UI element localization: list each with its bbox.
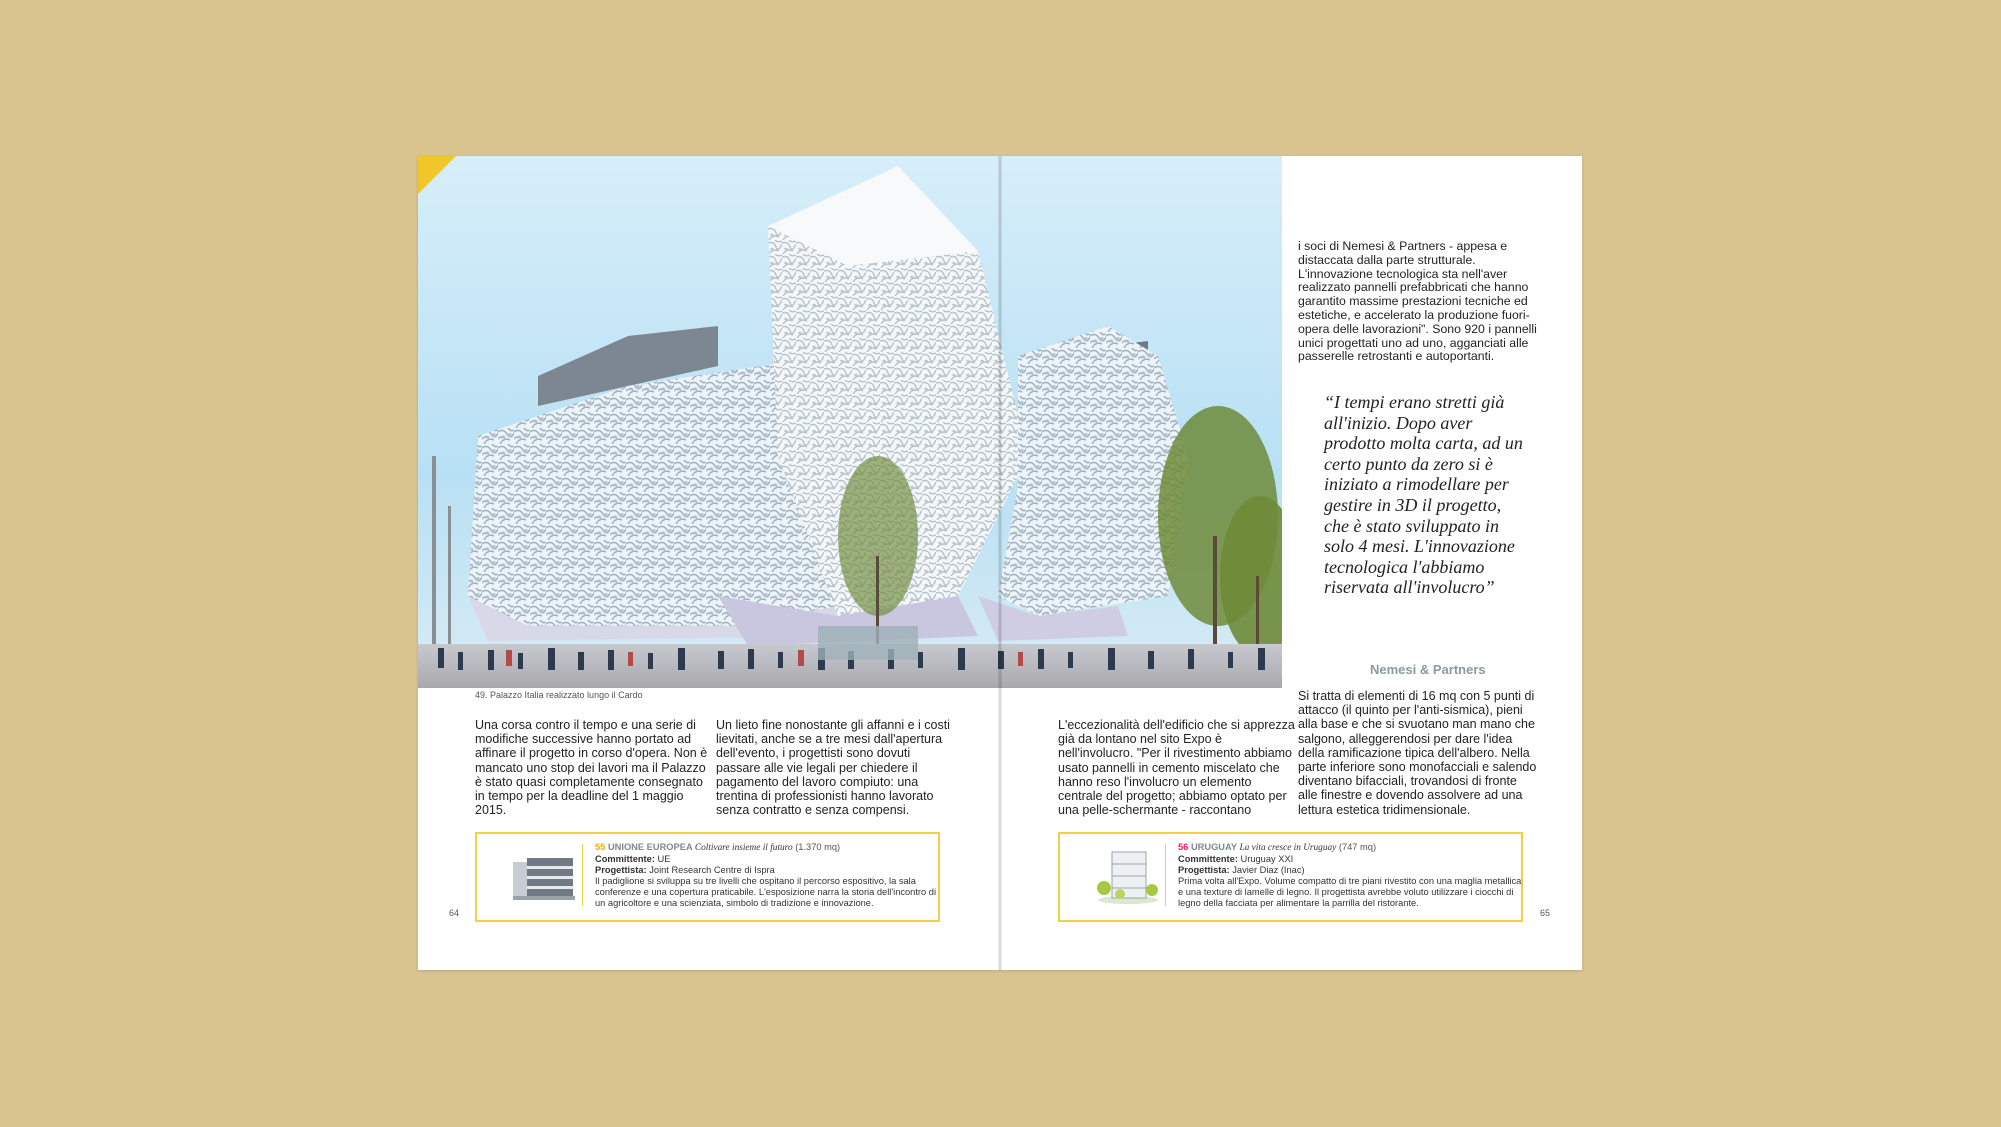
pavilion-thumbnail-55 xyxy=(507,844,583,906)
corner-accent xyxy=(418,156,456,194)
pavilion-number: 55 xyxy=(595,842,606,852)
infobox-heading-56 xyxy=(1178,842,1528,854)
page-number-left: 64 xyxy=(449,908,460,918)
progettista-value: Joint Research Centre di Ispra xyxy=(649,865,775,875)
pavilion-motto: Coltivare insieme il futuro xyxy=(694,843,793,853)
committente-label: Committente: xyxy=(595,854,655,864)
pavilion-infobox-56 xyxy=(1058,832,1523,922)
right-col-2: Si tratta di elementi di 16 mq con 5 punti di attacco (il quinto per l'anti-sismica), pieni alla base e che si svuotano man mano che salgono, alleggerendosi per dare l'idea della ramificazione tipica dell'albero. Nella parte inferiore sono monofacciali e salendo diventano bifacciali, trovandosi di fronte alle finestre e dovendo assolvere ad una lettura estetica tridimensionale. xyxy=(1298,689,1537,817)
pavilion-size: (1.370 mq) xyxy=(795,842,841,852)
magazine-spread xyxy=(418,156,1582,970)
pavilion-infobox-55 xyxy=(475,832,940,922)
committente-row xyxy=(1178,854,1528,865)
building-illustration xyxy=(418,156,1282,688)
infobox-text-55 xyxy=(595,842,945,909)
spine-gutter xyxy=(998,156,1002,970)
page-number-right: 65 xyxy=(1540,908,1551,918)
pavilion-name: UNIONE EUROPEA xyxy=(607,842,693,852)
right-top-text: i soci di Nemesi & Partners - appesa e distaccata dalla parte strutturale. L'innovazione tecnologica sta nell'aver realizzato pannelli prefabbricati che hanno garantito massime prestazioni tecniche ed estetiche, e accelerato la produzione fuori-opera delle lavorazioni". Sono 920 i pannelli unici progettati uno ad uno, agganciati alle passerelle retrostanti e autoportanti. xyxy=(1298,239,1537,364)
quote-author: Nemesi & Partners xyxy=(1370,662,1486,677)
progettista-row xyxy=(595,865,945,876)
pull-quote: “I tempi erano stretti già all'inizio. Dopo aver prodotto molta carta, ad un certo punto da zero si è iniziato a rimodellare per gestire in 3D il progetto, che è stato sviluppato in solo 4 mesi. L'innovazione tecnologica l'abbiamo riservata all'involucro” xyxy=(1324,392,1523,598)
pavilion-description: Prima volta all'Expo. Volume compatto di tre piani rivestito con una maglia metallica e una texture di lamelle di legno. Il progettista avrebbe voluto utilizzare i ciocchi di legno della facciata per alimentare la parrilla del ristorante. xyxy=(1178,876,1522,908)
pavilion-motto: La vita cresce in Uruguay xyxy=(1239,843,1337,853)
right-col-1: L'eccezionalità dell'edificio che si apprezza già da lontano nel sito Expo è nell'involucro. "Per il rivestimento abbiamo usato pannelli in cemento miscelato che hanno reso l'involucro un elemento centrale del progetto; abbiamo optato per una pelle-schermante - raccontano xyxy=(1058,718,1295,818)
pavilion-thumbnail-56 xyxy=(1090,844,1166,906)
committente-value: UE xyxy=(657,854,671,864)
pavilion-name: URUGUAY xyxy=(1190,842,1237,852)
pavilion-number: 56 xyxy=(1178,842,1189,852)
left-col-1: Una corsa contro il tempo e una serie di modifiche successive hanno portato ad affinare il progetto in corso d'opera. Non è mancato uno stop dei lavori ma il Palazzo è stato quasi completamente consegnato in tempo per la deadline del 1 maggio 2015. xyxy=(475,718,708,818)
infobox-heading-55 xyxy=(595,842,945,854)
progettista-row xyxy=(1178,865,1528,876)
photo-caption: 49. Palazzo Italia realizzato lungo il Cardo xyxy=(475,690,643,700)
left-col-2: Un lieto fine nonostante gli affanni e i costi lievitati, anche se a tre mesi dall'apertura dell'evento, i progettisti sono dovuti passare alle vie legali per chiedere il pagamento del lavoro compiuto: una trentina di professionisti hanno lavorato senza contratto e senza compensi. xyxy=(716,718,950,818)
progettista-label: Progettista: xyxy=(595,865,647,875)
palazzo-italia-photo xyxy=(418,156,1282,688)
committente-value: Uruguay XXI xyxy=(1240,854,1294,864)
committente-label: Committente: xyxy=(1178,854,1238,864)
pavilion-size: (747 mq) xyxy=(1338,842,1377,852)
infobox-text-56 xyxy=(1178,842,1528,909)
progettista-value: Javier Diaz (Inac) xyxy=(1232,865,1305,875)
progettista-label: Progettista: xyxy=(1178,865,1230,875)
committente-row xyxy=(595,854,945,865)
pavilion-description: Il padiglione si sviluppa su tre livelli che ospitano il percorso espositivo, la sala conferenze e una copertura praticabile. L'esposizione narra la storia dell'incontro di un agricoltore e una scienziata, simbolo di tradizione e innovazione. xyxy=(595,876,937,908)
